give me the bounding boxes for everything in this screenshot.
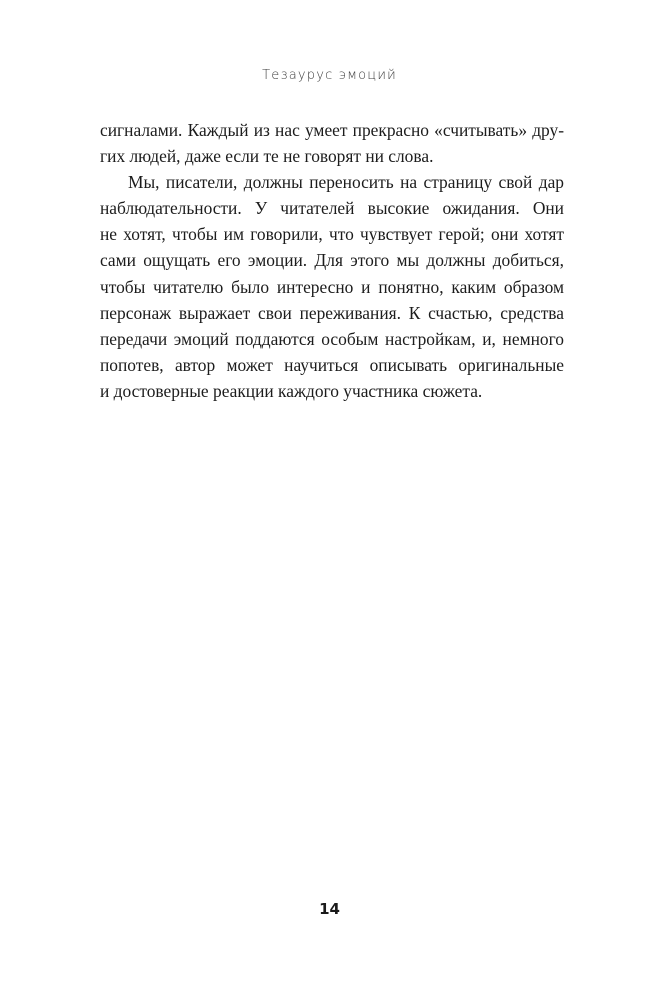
text-line: не хотят, чтобы им говорили, что чувствует герой; они хотят: [100, 224, 564, 245]
text-line: передачи эмоций поддаются особым настройкам, и, немного: [100, 328, 564, 349]
text-line: наблюдательности. У читателей высокие ожидания. Они: [100, 198, 564, 219]
text-line: чтобы читателю было интересно и понятно, каким образом: [100, 276, 564, 297]
text-line: персонаж выражает свои переживания. К счастью, средства: [100, 302, 564, 323]
text-line: сигналами. Каждый из нас умеет прекрасно «считывать» дру-: [100, 120, 564, 140]
text-line: сами ощущать его эмоции. Для этого мы должны добиться,: [100, 250, 564, 271]
text-line: и достоверные реакции каждого участника сюжета.: [100, 380, 483, 401]
running-header: Тезаурус эмоций: [262, 68, 397, 83]
body-text: [100, 117, 564, 404]
paragraph-2: [100, 169, 564, 404]
paragraph-1: [100, 117, 564, 169]
text-line: гих людей, даже если те не говорят ни слова.: [100, 146, 434, 167]
page-number: 14: [319, 900, 340, 918]
text-line: Мы, писатели, должны переносить на страницу свой дар: [128, 172, 564, 193]
text-line: попотев, автор может научиться описывать оригинальные: [100, 354, 564, 375]
